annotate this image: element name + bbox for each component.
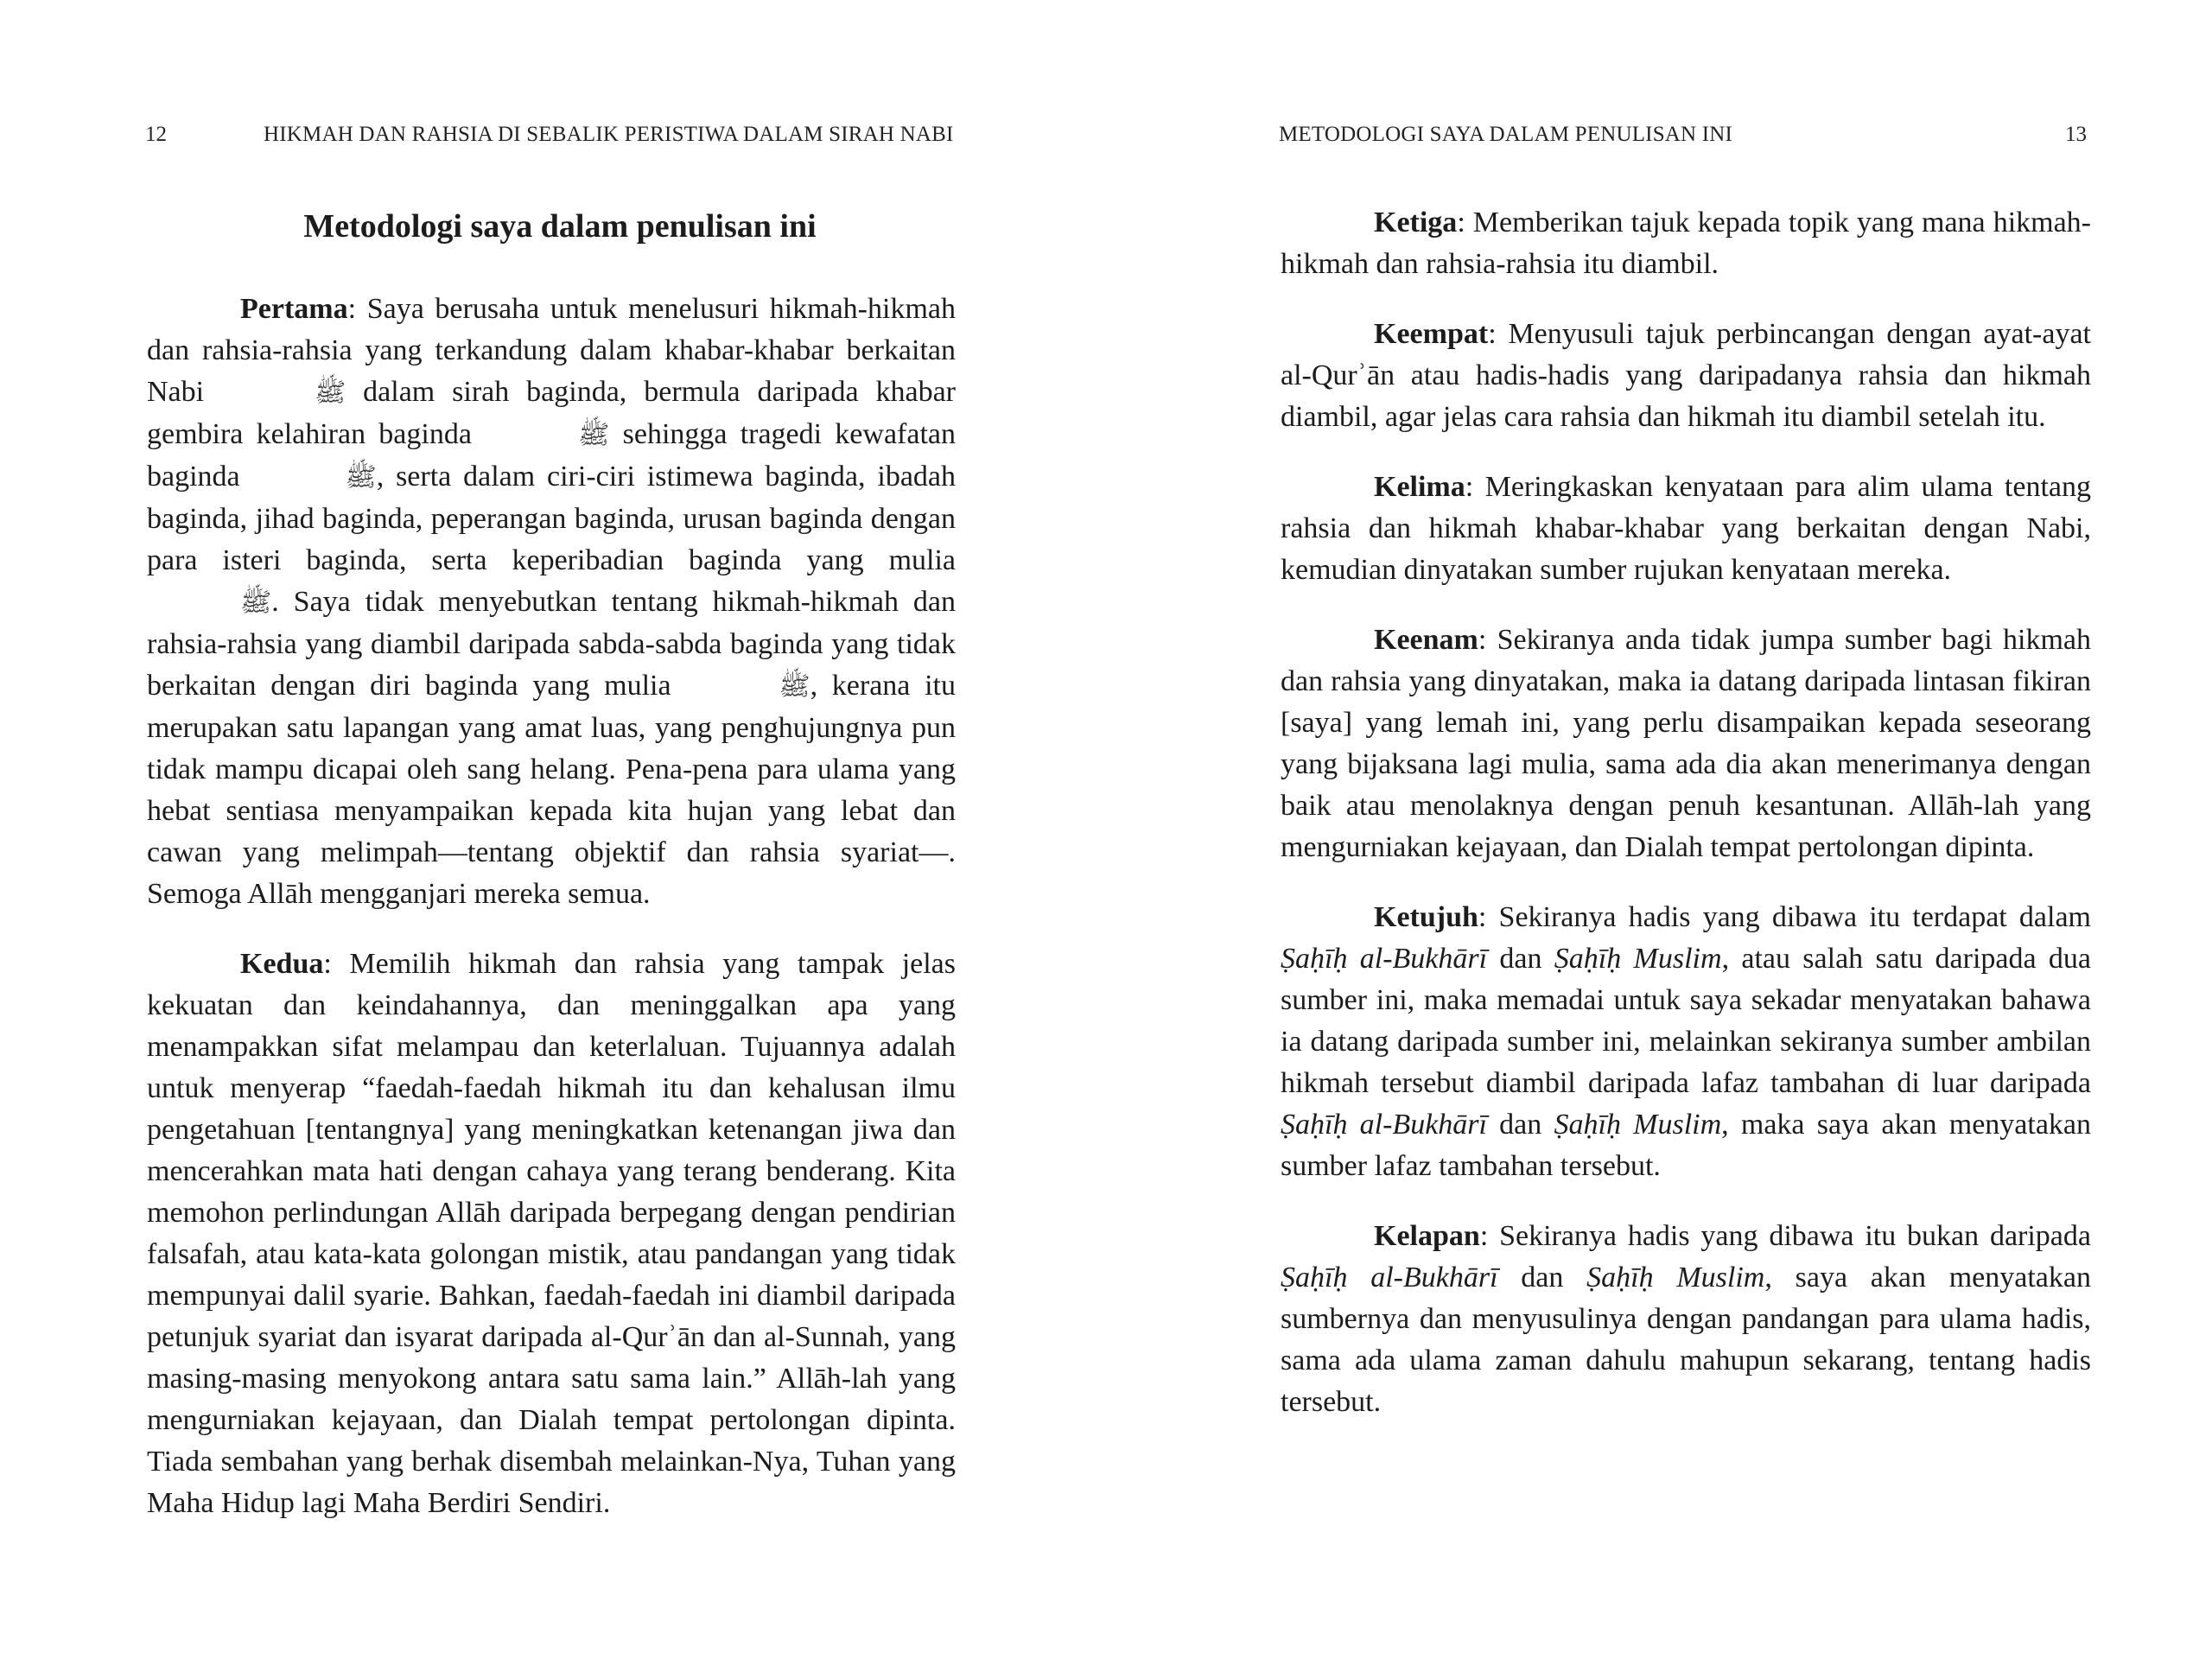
paragraph-kelapan [1281,1216,2091,1423]
book-title: Ṣaḥīḥ al-Bukhārī [1281,943,1488,975]
paragraph-text: : Saya berusaha untuk menelusuri hikmah-hikmah dan rahsia-rahsia yang terkandung dalam khabar-khabar berkaitan Nabi [147,293,956,408]
paragraph-lead: Kedua [240,948,324,980]
page-number: 13 [2065,123,2087,146]
paragraph-ketujuh [1281,897,2091,1187]
paragraph-kelima [1281,467,2091,591]
paragraph-lead: Keenam [1374,624,1478,656]
salawat-icon: ﷺ [578,421,610,449]
paragraph-keempat [1281,314,2091,438]
running-head: METODOLOGI SAYA DALAM PENULISAN INI [1279,123,1733,146]
salawat-icon: ﷺ [315,378,346,407]
paragraph-text: , maka saya akan menyatakan sumber lafaz tambahan tersebut. [1281,1109,2092,1182]
paragraph-lead: Pertama [240,293,348,325]
page-number: 12 [145,123,167,146]
right-page [1106,0,2212,1659]
paragraph-lead: Ketujuh [1374,901,1478,933]
salawat-icon: ﷺ [779,672,810,701]
paragraph-text: : Menyusuli tajuk perbincangan dengan ayat-ayat al-Qurʾān atau hadis-hadis yang daripadanya rahsia dan hikmah diambil, agar jelas cara rahsia dan hikmah itu diambil setelah itu. [1281,318,2091,433]
paragraph-text: : Sekiranya anda tidak jumpa sumber bagi hikmah dan rahsia yang dinyatakan, maka ia datang daripada lintasan fikiran [saya] yang lemah ini, yang perlu disampaikan kepada seseorang yang bijaksana lagi mulia, sama ada dia akan menerimanya dengan baik atau menolaknya dengan penuh kesantunan. Allāh-lah yang mengurniakan kejayaan, dan Dialah tempat pertolongan dipinta. [1281,624,2091,863]
book-title: Ṣaḥīḥ Muslim [1586,1262,1765,1294]
salawat-icon: ﷺ [345,463,377,492]
paragraph-text: : Memilih hikmah dan rahsia yang tampak jelas kekuatan dan keindahannya, dan meninggalkan apa yang menampakkan sifat melampau dan keterlaluan. Tujuannya adalah untuk menyerap “faedah-faedah hikmah itu dan kehalusan ilmu pengetahuan [tentangnya] yang meningkatkan ketenangan jiwa dan mencerahkan mata hati dengan cahaya yang terang benderang. Kita memohon perlindungan Allāh daripada berpegang dengan pendirian falsafah, atau kata-kata golongan mistik, atau pandangan yang tidak mempunyai dalil syarie. Bahkan, faedah-faedah ini diambil daripada petunjuk syariat dan isyarat daripada al-Qurʾān dan al-Sunnah, yang masing-masing menyokong antara satu sama lain.” Allāh-lah yang mengurniakan kejayaan, dan Dialah tempat pertolongan dipinta. Tiada sembahan yang berhak disembah melainkan-Nya, Tuhan yang Maha Hidup lagi Maha Berdiri Sendiri. [147,948,956,1519]
paragraph-text: dan [1486,1109,1554,1141]
paragraph-text: : Sekiranya hadis yang dibawa itu terdapat dalam [1478,901,2091,933]
paragraph-lead: Ketiga [1374,207,1458,238]
paragraph-text: dan [1487,943,1554,975]
paragraph-keenam [1281,620,2091,868]
paragraph-text: dan [1497,1262,1587,1294]
book-title: Ṣaḥīḥ al-Bukhārī [1281,1109,1487,1141]
paragraph-text: : Memberikan tajuk kepada topik yang mana hikmah-hikmah dan rahsia-rahsia itu diambil. [1281,207,2091,280]
paragraph-kedua [147,944,956,1524]
paragraph-lead: Keempat [1374,318,1489,350]
paragraph-text: . Saya tidak menyebutkan tentang hikmah-hikmah dan rahsia-rahsia yang diambil daripada sabda-sabda baginda yang tidak berkaitan dengan diri baginda yang mulia [147,586,956,702]
paragraph-text: , serta dalam ciri-ciri istimewa baginda, ibadah baginda, jihad baginda, peperangan baginda, urusan baginda dengan para isteri baginda, serta keperibadian baginda yang mulia [147,461,956,576]
paragraph-lead: Kelima [1374,471,1465,503]
section-title: Metodologi saya dalam penulisan ini [303,208,817,245]
left-text-block [147,202,956,1553]
paragraph-lead: Kelapan [1374,1220,1480,1252]
running-head: HIKMAH DAN RAHSIA DI SEBALIK PERISTIWA DALAM SIRAH NABI [264,123,954,146]
paragraph-text: : Sekiranya hadis yang dibawa itu bukan daripada [1479,1220,2091,1252]
salawat-icon: ﷺ [240,588,272,617]
right-text-block [1281,202,2091,1452]
book-title: Ṣaḥīḥ Muslim [1554,1109,1722,1141]
paragraph-text: , kerana itu merupakan satu lapangan yang amat luas, yang penghujungnya pun tidak mampu dicapai oleh sang helang. Pena-pena para ulama yang hebat sentiasa menyampaikan kepada kita hujan yang lebat dan cawan yang melimpah—tentang objektif dan rahsia syariat—. Semoga Allāh mengganjari mereka semua. [147,670,956,910]
book-title: Ṣaḥīḥ Muslim [1554,943,1722,975]
paragraph-pertama [147,289,956,915]
paragraph-text: : Meringkaskan kenyataan para alim ulama tentang rahsia dan hikmah khabar-khabar yang berkaitan dengan Nabi, kemudian dinyatakan sumber rujukan kenyataan mereka. [1281,471,2091,586]
paragraph-text: dalam sirah baginda, bermula daripada khabar gembira kelahiran baginda [147,376,957,450]
book-title: Ṣaḥīḥ al-Bukhārī [1281,1262,1498,1294]
paragraph-text: , atau salah satu daripada dua sumber ini, maka memadai untuk saya sekadar menyatakan bahawa ia datang daripada sumber ini, melainkan sekiranya sumber ambilan hikmah tersebut diambil daripada lafaz tambahan di luar daripada [1281,943,2092,1099]
paragraph-ketiga [1281,202,2091,285]
paragraph-text: sehingga tragedi kewafatan baginda [147,418,956,493]
paragraph-text: , saya akan menyatakan sumbernya dan menyusulinya dengan pandangan para ulama hadis, sama ada ulama zaman dahulu mahupun sekarang, tentang hadis tersebut. [1281,1262,2091,1418]
